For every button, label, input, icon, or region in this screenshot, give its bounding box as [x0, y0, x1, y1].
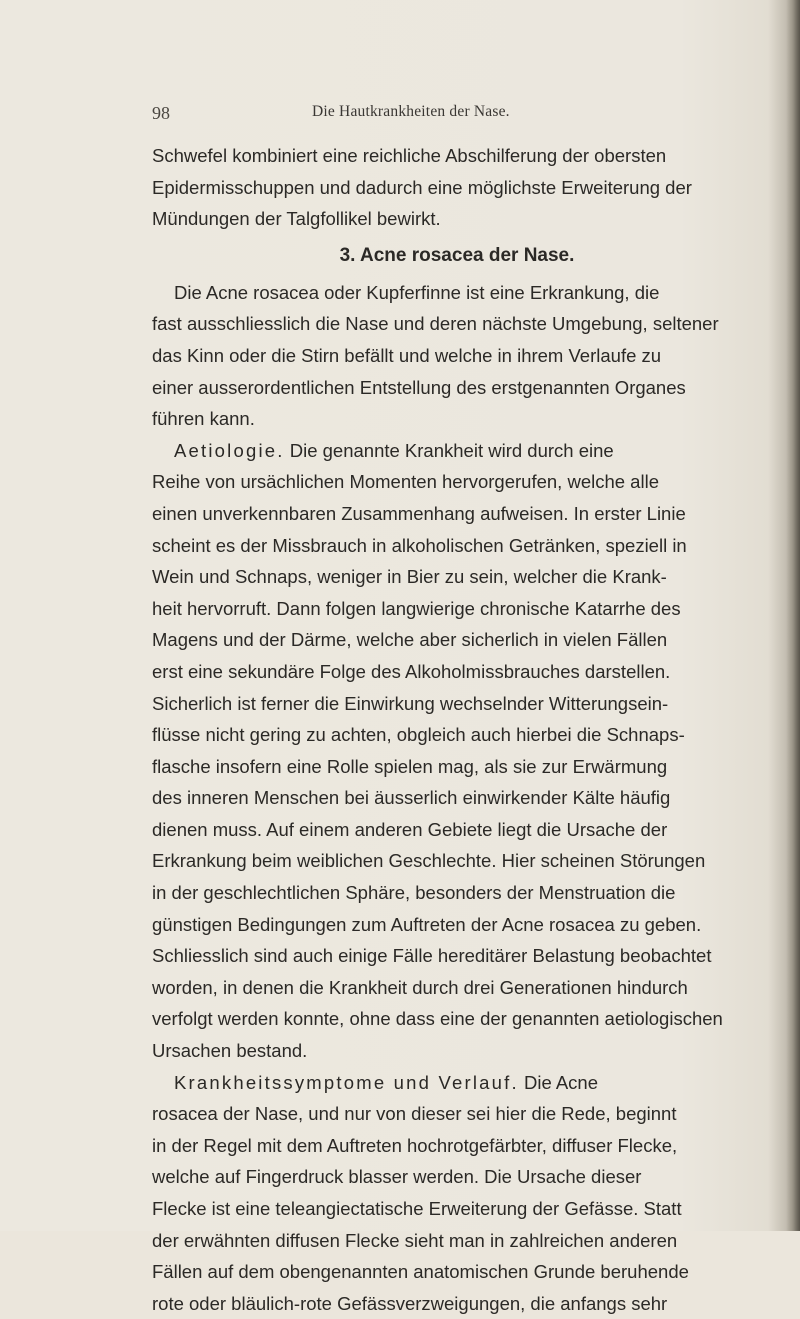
- text-line: Wein und Schnaps, weniger in Bier zu sein, welcher die Krank-: [152, 566, 667, 588]
- text-line: rote oder bläulich-rote Gefässverzweigungen, die anfangs sehr: [152, 1292, 668, 1314]
- text-line: rosacea der Nase, und nur von dieser sei hier die Rede, beginnt: [152, 1103, 677, 1125]
- text-line: Magens und der Därme, welche aber sicherlich in vielen Fällen: [152, 629, 668, 651]
- text-line: in der geschlechtlichen Sphäre, besonders der Menstruation die: [152, 882, 676, 904]
- text-line: günstigen Bedingungen zum Auftreten der Acne rosacea zu geben.: [152, 913, 702, 935]
- text-span: Die Acne: [518, 1071, 599, 1093]
- page-header: [152, 103, 712, 125]
- text-line: erst eine sekundäre Folge des Alkoholmissbrauches darstellen.: [152, 660, 671, 682]
- paragraph-aetiologie: [152, 435, 772, 1067]
- paragraph-symptome: [152, 1067, 772, 1319]
- text-line: welche auf Fingerdruck blasser werden. Die Ursache dieser: [152, 1166, 642, 1188]
- text-line: [152, 1067, 772, 1099]
- subsection-lead: Krankheitssymptome und Verlauf.: [174, 1071, 519, 1093]
- text-line: Sicherlich ist ferner die Einwirkung wechselnder Witterungsein-: [152, 692, 669, 714]
- paragraph-1: [152, 140, 772, 235]
- text-line: worden, in denen die Krankheit durch drei Generationen hindurch: [152, 976, 688, 998]
- text-line: Fällen auf dem obengenannten anatomischen Grunde beruhende: [152, 1261, 689, 1283]
- text-line: scheint es der Missbrauch in alkoholischen Getränken, speziell in: [152, 534, 687, 556]
- text-line: dienen muss. Auf einem anderen Gebiete liegt die Ursache der: [152, 818, 668, 840]
- section-heading: 3. Acne rosacea der Nase.: [339, 244, 575, 266]
- text-line: fast ausschliesslich die Nase und deren nächste Umgebung, seltener: [152, 313, 719, 335]
- text-line: Schliesslich sind auch einige Fälle hereditärer Belastung beobachtet: [152, 945, 712, 967]
- text-line: Reihe von ursächlichen Momenten hervorgerufen, welche alle: [152, 471, 659, 493]
- text-line: in der Regel mit dem Auftreten hochrotgefärbter, diffuser Flecke,: [152, 1134, 678, 1156]
- text-line: verfolgt werden konnte, ohne dass eine der genannten aetiologischen: [152, 1008, 723, 1030]
- paragraph-2: [152, 277, 772, 435]
- text-line: führen kann.: [152, 408, 255, 430]
- text-line: der erwähnten diffusen Flecke sieht man in zahlreichen anderen: [152, 1229, 678, 1251]
- text-line: das Kinn oder die Stirn befällt und welche in ihrem Verlaufe zu: [152, 344, 662, 366]
- text-line: Ursachen bestand.: [152, 1040, 308, 1062]
- text-line: einen unverkennbaren Zusammenhang aufweisen. In erster Linie: [152, 502, 686, 524]
- subsection-lead: Aetiologie.: [174, 439, 285, 461]
- text-line: Erkrankung beim weiblichen Geschlechte. Hier scheinen Störungen: [152, 850, 706, 872]
- text-line: flasche insofern eine Rolle spielen mag, als sie zur Erwärmung: [152, 755, 668, 777]
- text-line: Epidermisschuppen und dadurch eine möglichste Erweiterung der: [152, 176, 692, 198]
- text-line: Mündungen der Talgfollikel bewirkt.: [152, 208, 441, 230]
- text-line: Flecke ist eine teleangiectatische Erweiterung der Gefässe. Statt: [152, 1198, 682, 1219]
- page-number: 98: [152, 103, 170, 123]
- text-line: [152, 435, 772, 467]
- text-line: Schwefel kombiniert eine reichliche Abschilferung der obersten: [152, 145, 667, 166]
- text-line: Die Acne rosacea oder Kupferfinne ist eine Erkrankung, die: [174, 281, 660, 303]
- text-line: einer ausserordentlichen Entstellung des erstgenannten Organes: [152, 376, 686, 398]
- page-edge-shadow: [786, 0, 800, 1231]
- text-line: heit hervorruft. Dann folgen langwierige chronische Katarrhe des: [152, 597, 681, 619]
- text-span: Die genannte Krankheit wird durch eine: [284, 439, 614, 461]
- text-line: des inneren Menschen bei äusserlich einwirkender Kälte häufig: [152, 787, 671, 809]
- body-text: [152, 140, 772, 1319]
- running-title: Die Hautkrankheiten der Nase.: [312, 103, 510, 120]
- text-line: flüsse nicht gering zu achten, obgleich auch hierbei die Schnaps-: [152, 724, 685, 746]
